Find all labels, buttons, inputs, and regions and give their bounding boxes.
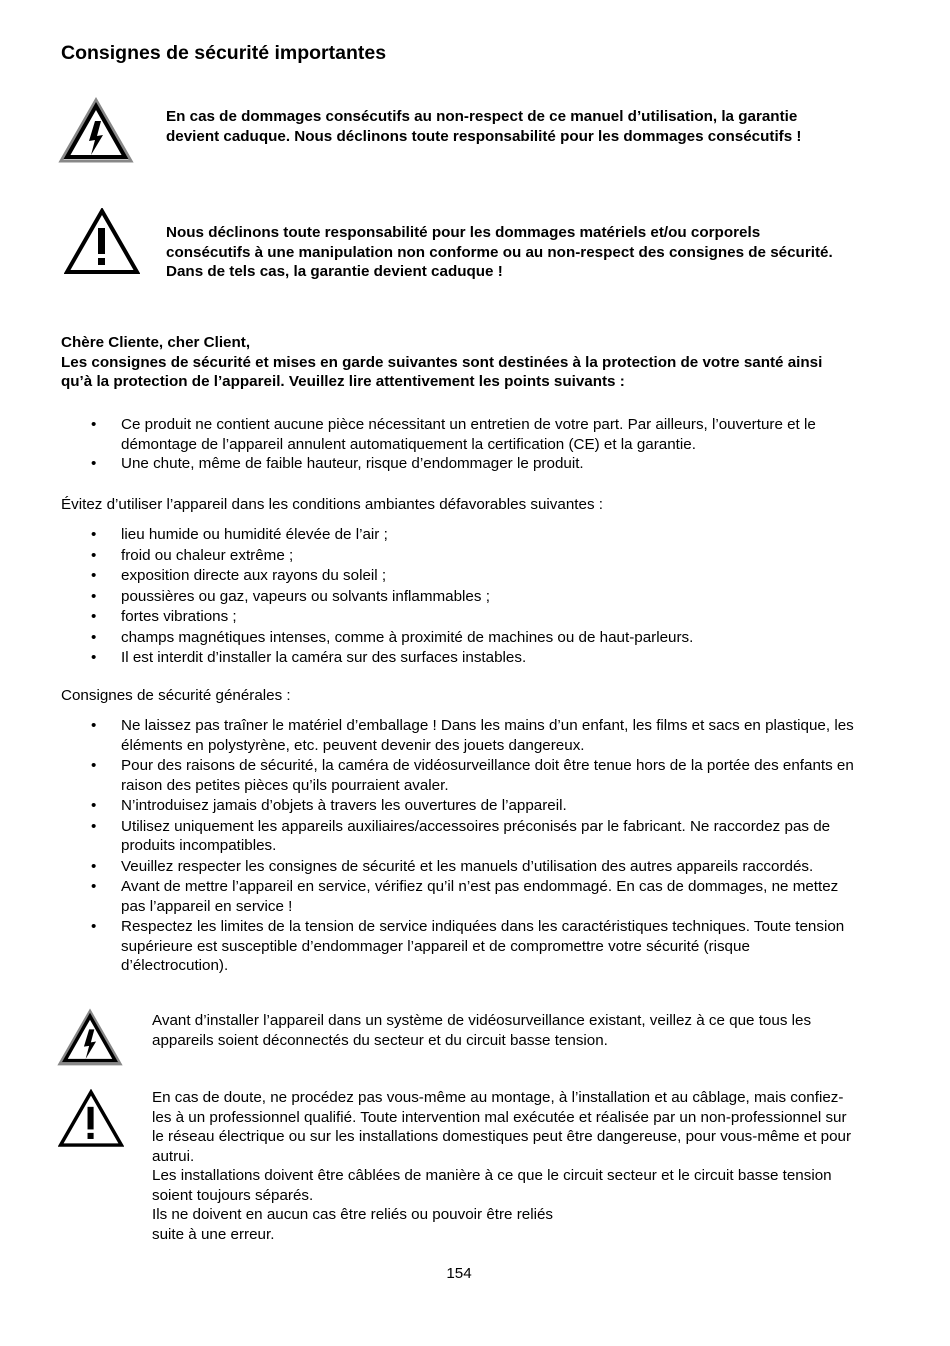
- note-disconnect: Avant d’installer l’appareil dans un système de vidéosurveillance existant, veillez à ce que tous les appareils soient déconnectés du secteur et du circuit basse tension.: [152, 1012, 812, 1049]
- list-item: • Ne laissez pas traîner le matériel d’emballage ! Dans les mains d’un enfant, les films et sacs en plastique, les éléments en polystyrène, etc. peuvent devenir des jouets dangereux.: [61, 716, 861, 755]
- list-item: • lieu humide ou humidité élevée de l’air ;: [61, 525, 861, 545]
- note-paragraph: Ils ne doivent en aucun cas être reliés ou pouvoir être reliés: [152, 1206, 554, 1223]
- list-item: • Une chute, même de faible hauteur, risque d’endommager le produit.: [61, 454, 861, 474]
- general-safety-list: [61, 716, 861, 976]
- list-item: • fortes vibrations ;: [61, 607, 861, 627]
- salutation: Chère Cliente, cher Client,: [61, 334, 251, 351]
- intro-text: Les consignes de sécurité et mises en garde suivantes sont destinées à la protection de votre santé ainsi qu’à la protection de l’appareil. Veuillez lire attentivement les points suivants :: [61, 353, 823, 390]
- list-item: • Veuillez respecter les consignes de sécurité et les manuels d’utilisation des autres appareils raccordés.: [61, 857, 861, 877]
- greeting: [61, 333, 851, 392]
- exclamation-warning-icon: [58, 1089, 124, 1149]
- electric-hazard-icon: [57, 1008, 123, 1068]
- list-item: • poussières ou gaz, vapeurs ou solvants inflammables ;: [61, 587, 861, 607]
- list-item: • exposition directe aux rayons du soleil ;: [61, 566, 861, 586]
- page-number: 154: [446, 1265, 472, 1282]
- product-notes-list: [61, 415, 861, 474]
- list-item: • Respectez les limites de la tension de service indiquées dans les caractéristiques techniques. Toute tension supérieure est susceptible d’endommager l’appareil et de compromettre votre sécurité (risque d’électrocution).: [61, 917, 861, 976]
- warning-text-damages: Nous déclinons toute responsabilité pour les dommages matériels et/ou corporels consécutifs à une manipulation non conforme ou au non-respect des consignes de sécurité. Dans de tels cas, la garantie devient caduque !: [166, 224, 833, 280]
- warning-text-liability: En cas de dommages consécutifs au non-respect de ce manuel d’utilisation, la garantie devient caduque. Nous déclinons toute responsabilité pour les dommages consécutifs !: [166, 108, 802, 145]
- list-item: • Avant de mettre l’appareil en service, vérifiez qu’il n’est pas endommagé. En cas de dommages, ne mettez pas l’appareil en service !: [61, 877, 861, 916]
- conditions-list: [61, 525, 861, 668]
- note-paragraph: Les installations doivent être câblées de manière à ce que le circuit secteur et le circuit basse tension soient toujours séparés.: [152, 1167, 832, 1204]
- note-professional-install: [152, 1088, 862, 1244]
- list-item: • froid ou chaleur extrême ;: [61, 546, 861, 566]
- conditions-heading: Évitez d’utiliser l’appareil dans les conditions ambiantes défavorables suivantes :: [61, 496, 603, 513]
- list-item: • champs magnétiques intenses, comme à proximité de machines ou de haut-parleurs.: [61, 628, 861, 648]
- list-item: • Utilisez uniquement les appareils auxiliaires/accessoires préconisés par le fabricant. Ne raccordez pas de produits incompatibles.: [61, 817, 861, 856]
- electric-hazard-icon: [58, 97, 134, 165]
- general-heading: Consignes de sécurité générales :: [61, 687, 291, 704]
- list-item: • Ce produit ne contient aucune pièce nécessitant un entretien de votre part. Par ailleurs, l’ouverture et le démontage de l’appareil annulent automatiquement la certification (CE) et la garantie.: [61, 415, 861, 454]
- list-item: • Pour des raisons de sécurité, la caméra de vidéosurveillance doit être tenue hors de la portée des enfants en raison des petites pièces qu’ils pourraient avaler.: [61, 756, 861, 795]
- note-paragraph: suite à une erreur.: [152, 1225, 275, 1243]
- list-item: • N’introduisez jamais d’objets à travers les ouvertures de l’appareil.: [61, 796, 861, 816]
- exclamation-warning-icon: [64, 208, 140, 276]
- page-title: Consignes de sécurité importantes: [61, 42, 387, 64]
- list-item: • Il est interdit d’installer la caméra sur des surfaces instables.: [61, 648, 861, 668]
- note-paragraph: En cas de doute, ne procédez pas vous-même au montage, à l’installation et au câblage, mais confiez-les à un professionnel qualifié. Toute intervention mal exécutée et réalisée par un non-professionnel sur le réseau électrique ou sur les installations domestiques peut être dangereuse, pour vous-même et pour autrui.: [152, 1089, 852, 1165]
